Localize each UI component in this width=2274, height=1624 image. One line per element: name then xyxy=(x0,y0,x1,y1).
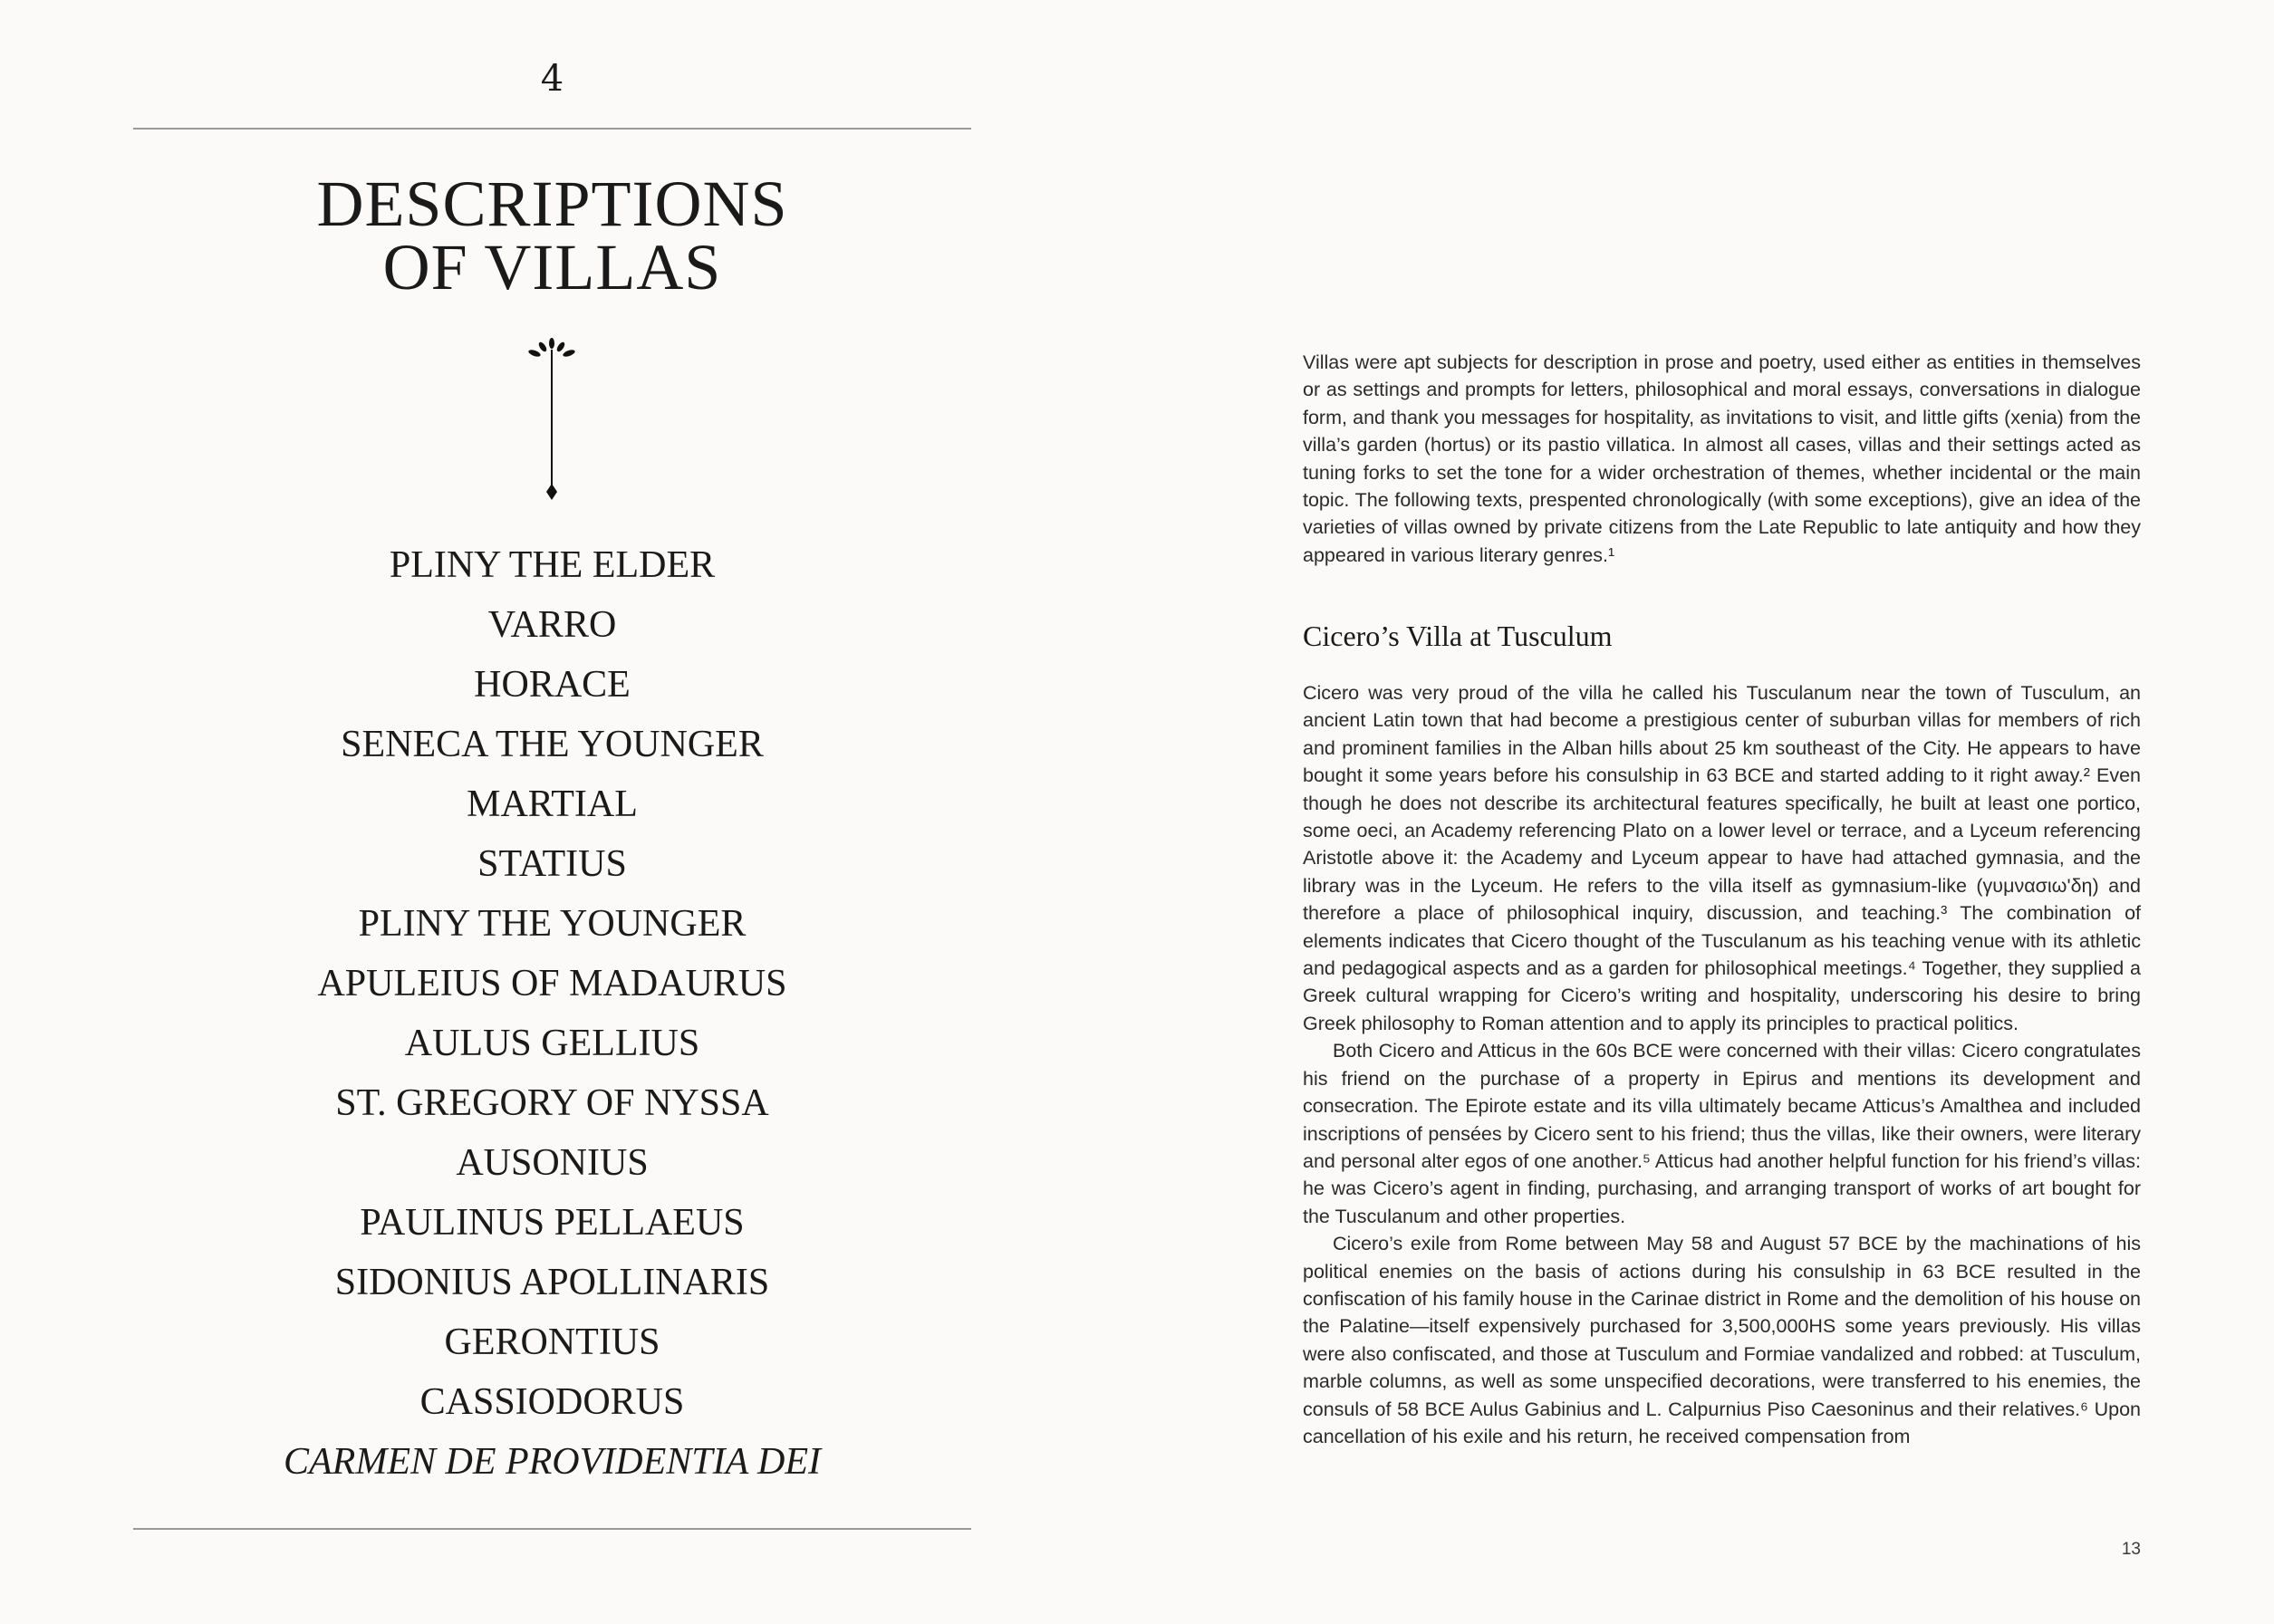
chapter-title-line: OF VILLAS xyxy=(382,231,722,303)
author-item: PLINY THE YOUNGER xyxy=(358,903,747,945)
author-item: CASSIODORUS xyxy=(419,1381,685,1423)
author-item: APULEIUS OF MADAURUS xyxy=(317,963,787,1004)
intro-text xyxy=(1303,349,2141,569)
author-item: STATIUS xyxy=(477,843,627,885)
author-item: SIDONIUS APOLLINARIS xyxy=(334,1262,770,1303)
body-paragraph: Cicero’s exile from Rome between May 58 and August 57 BCE by the machinations of his political enemies on the basis of actions during his consulship in 63 BCE resulted in the confiscation of his family house in the Carinae district in Rome and the demolition of his house on the Palatine—itself expensively purchased for 3,500,000HS some years previously. His villas were also confiscated, and those at Tusculum and Formiae vandalized and robbed: at Tusculum, marble columns, as well as some unspecified decorations, were transferred to his enemies, the consuls of 58 BCE Aulus Gabinius and L. Calpurnius Piso Caesoninus and their relatives.⁶ Upon cancellation of his exile and his return, he received compensation from xyxy=(1303,1233,2142,1447)
author-item: MARTIAL xyxy=(467,783,638,825)
section-heading: Cicero’s Villa at Tusculum xyxy=(1303,620,1613,652)
body-paragraph: Both Cicero and Atticus in the 60s BCE were concerned with their villas: Cicero congratulates his friend on the purchase of a property in Epirus and mentions its development and consecration. The Epirote estate and its villa ultimately became Atticus’s Amalthea and included inscriptions of pensées by Cicero sent to his friend; thus the villas, like their owners, were literary and personal alter egos of one another.⁵ Atticus had another helpful function for his friend’s villas: he was Cicero’s agent in finding, purchasing, and arranging transport of works of art bought for the Tusculanum and other properties. xyxy=(1303,1040,2141,1227)
bottom-rule xyxy=(133,1528,971,1530)
chapter-number: 4 xyxy=(540,58,564,100)
author-item: CARMEN DE PROVIDENTIA DEI xyxy=(284,1441,821,1483)
page-number: 13 xyxy=(2121,1540,2141,1559)
author-item: PLINY THE ELDER xyxy=(389,544,716,586)
chapter-title-line: DESCRIPTIONS xyxy=(316,168,788,240)
author-item: GERONTIUS xyxy=(444,1321,660,1363)
author-item: AULUS GELLIUS xyxy=(404,1023,700,1064)
author-item: SENECA THE YOUNGER xyxy=(341,724,764,765)
section-body xyxy=(1303,679,2141,1450)
author-item: ST. GREGORY OF NYSSA xyxy=(335,1082,769,1124)
chapter-title xyxy=(133,168,971,303)
top-rule xyxy=(133,128,971,130)
author-item: VARRO xyxy=(487,604,617,646)
author-item: AUSONIUS xyxy=(456,1142,649,1184)
author-item: PAULINUS PELLAEUS xyxy=(360,1202,745,1244)
fleuron-stem-icon xyxy=(525,335,579,504)
author-list xyxy=(133,535,971,1492)
intro-paragraph: Villas were apt subjects for description in prose and poetry, used either as entities in themselves or as settings and prompts for letters, philosophical and moral essays, conversations in dialogue form, and thank you messages for hospitality, as invitations to visit, and little gifts (xenia) from the villa’s garden (hortus) or its pastio villatica. In almost all cases, villas and their settings acted as tuning forks to set the tone for a wider orchestration of themes, whether incidental or the main topic. The following texts, prespented chronologically (with some exceptions), give an idea of the varieties of villas owned by private citizens from the Late Republic to late antiquity and how they appeared in various literary genres.¹ xyxy=(1303,351,2141,566)
author-item: HORACE xyxy=(474,664,631,706)
body-paragraph: Cicero was very proud of the villa he called his Tusculanum near the town of Tusculum, an ancient Latin town that had become a prestigious center of suburban villas for members of rich and prominent families in the Alban hills about 25 km southeast of the City. He appears to have bought it some years before his consulship in 63 BCE and started adding to it right away.² Even though he does not describe its architectural features specifically, he built at least one portico, some oeci, an Academy referencing Plato on a lower level or terrace, and a Lyceum referencing Aristotle above it: the Academy and Lyceum appear to have had attached gymnasia, and the library was in the Lyceum. He refers to the villa itself as gymnasium-like (γυμνασιω'δη) and therefore a place of philosophical inquiry, discussion, and teaching.³ The combination of elements indicates that Cicero thought of the Tusculanum as his teaching venue with its athletic and pedagogical aspects and as a garden for philosophical meetings.⁴ Together, they supplied a Greek cultural wrapping for Cicero’s writing and hospitality, underscoring his desire to bring Greek philosophy to Roman attention and to apply its principles to practical politics. xyxy=(1303,682,2141,1034)
